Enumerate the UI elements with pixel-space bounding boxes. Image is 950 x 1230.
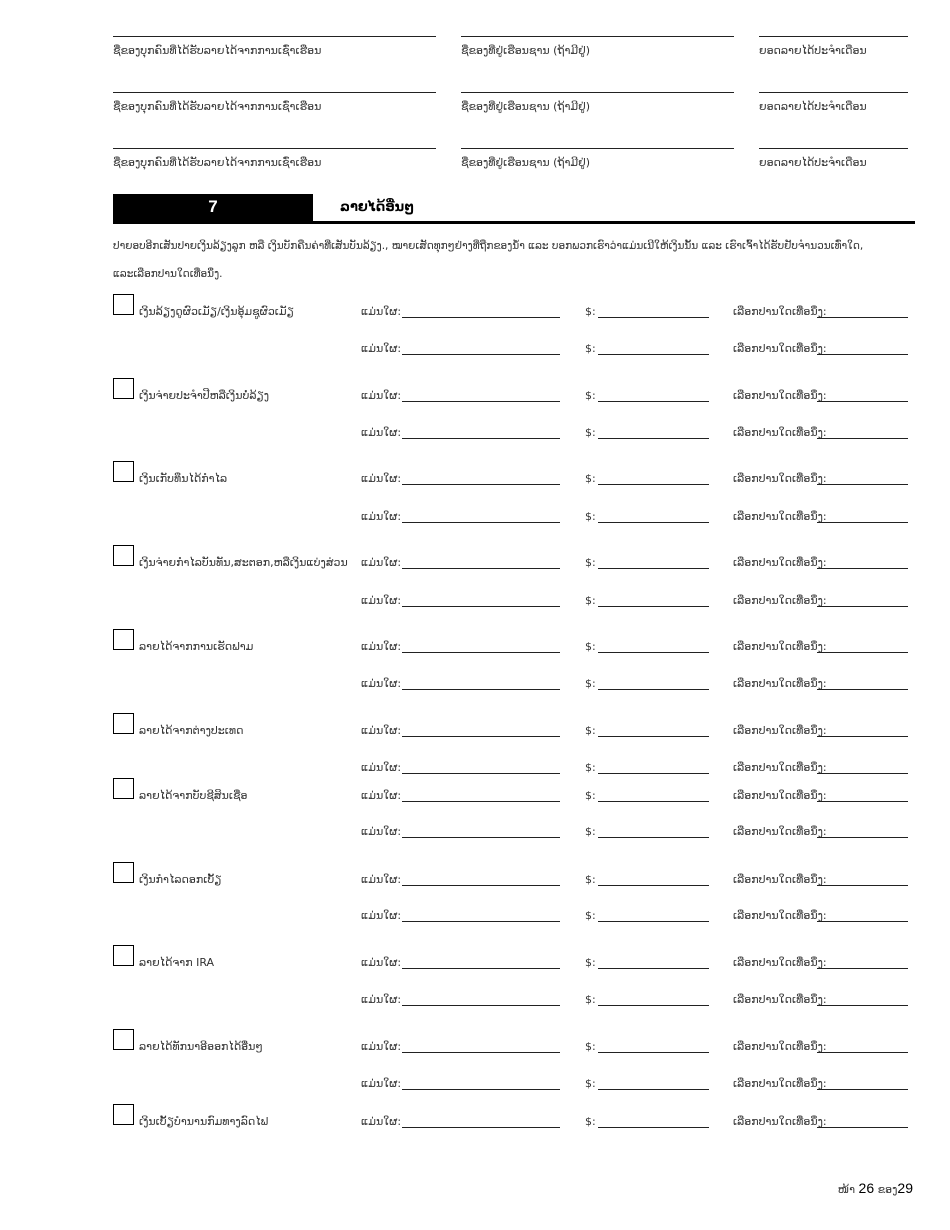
who-pays-input[interactable] [402,773,560,774]
name-label: ຊື່ຂອງບຸກຄົນທີ່ໄດ້ຮັບລາຍໄດ້ຈາກການເຊົ່າເຮືອນ [113,156,322,169]
who-pays-input[interactable] [402,652,560,653]
how-often-label: ເລືອກປານໃດເທື່ອນຶ່ງ: [733,305,827,318]
monthly-amount-label: ຍອດລາຍໄດ້ປະຈຳເດືອນ [759,156,867,169]
amount-input[interactable] [598,606,709,607]
amount-input[interactable] [598,401,709,402]
who-pays-label: ແມ່ນໃຜ: [361,594,402,607]
income-checkbox[interactable] [113,461,134,482]
how-often-label: ເລືອກປານໃດເທື່ອນຶ່ງ: [733,1077,827,1090]
how-often-label: ເລືອກປານໃດເທື່ອນຶ່ງ: [733,677,827,690]
who-pays-label: ແມ່ນໃຜ: [361,640,402,653]
income-type-label: ເງິນຈ່າຍປະຈຳປີຫລືເງິນບໍ່ລ້ຽງ [139,389,270,402]
how-often-input[interactable] [817,484,908,485]
how-often-input[interactable] [817,837,908,838]
address-label: ຊື່ຂອງທີ່ຢູ່ເຮືອນຊານ (ຖ້າມີຢູ່) [461,100,591,113]
income-checkbox[interactable] [113,713,134,734]
income-checkbox[interactable] [113,378,134,399]
who-pays-label: ແມ່ນໃຜ: [361,389,402,402]
who-pays-label: ແມ່ນໃຜ: [361,1040,402,1053]
who-pays-label: ແມ່ນໃຜ: [361,426,402,439]
amount-input[interactable] [598,921,709,922]
amount-label: $: [585,594,596,607]
who-pays-input[interactable] [402,885,560,886]
who-pays-input[interactable] [402,801,560,802]
how-often-input[interactable] [817,1052,908,1053]
how-often-label: ເລືອກປານໃດເທື່ອນຶ່ງ: [733,510,827,523]
who-pays-input[interactable] [402,1089,560,1090]
who-pays-input[interactable] [402,1127,560,1128]
amount-label: $: [585,472,596,485]
amount-label: $: [585,677,596,690]
how-often-input[interactable] [817,438,908,439]
amount-input[interactable] [598,885,709,886]
how-often-input[interactable] [817,921,908,922]
income-type-label: ລາຍໄດ້ຈາກການເຮັດຟາມ [139,640,254,653]
who-pays-label: ແມ່ນໃຜ: [361,909,402,922]
amount-input[interactable] [598,568,709,569]
section-title: ລາຍໄດ້ອື່ນໆ [340,200,414,215]
who-pays-label: ແມ່ນໃຜ: [361,1115,402,1128]
how-often-label: ເລືອກປານໃດເທື່ອນຶ່ງ: [733,426,827,439]
amount-label: $: [585,1115,596,1128]
amount-label: $: [585,556,596,569]
who-pays-label: ແມ່ນໃຜ: [361,510,402,523]
who-pays-label: ແມ່ນໃຜ: [361,472,402,485]
amount-input[interactable] [598,1005,709,1006]
amount-label: $: [585,389,596,402]
who-pays-input[interactable] [402,606,560,607]
income-type-label: ລາຍໄດ້ຈາກບັບຊີສິນເຊື່ອ [139,789,248,802]
how-often-label: ເລືອກປານໃດເທື່ອນຶ່ງ: [733,909,827,922]
how-often-label: ເລືອກປານໃດເທື່ອນຶ່ງ: [733,724,827,737]
income-type-label: ລາຍໄດ້ຈາກ IRA [139,956,215,969]
amount-input[interactable] [598,522,709,523]
how-often-input[interactable] [817,1127,908,1128]
amount-label: $: [585,510,596,523]
how-often-input[interactable] [817,885,908,886]
monthly-amount-line[interactable] [759,36,908,37]
income-checkbox[interactable] [113,1029,134,1050]
how-often-input[interactable] [817,606,908,607]
who-pays-input[interactable] [402,401,560,402]
name-line[interactable] [113,36,436,37]
income-checkbox[interactable] [113,945,134,966]
address-label: ຊື່ຂອງທີ່ຢູ່ເຮືອນຊານ (ຖ້າມີຢູ່) [461,156,591,169]
current-page: 26 [858,1180,875,1196]
income-type-label: ເງິນເກັບທຶນໄດ້ກຳໄລ [139,472,228,485]
amount-label: $: [585,640,596,653]
income-type-label: ເງິນລ້ຽງດູຜົວເມັຽ/ເງິນອຸ້ມຊູຜົວເມັຽ [139,305,294,318]
how-often-input[interactable] [817,689,908,690]
address-line[interactable] [461,92,734,93]
how-often-label: ເລືອກປານໃດເທື່ອນຶ່ງ: [733,556,827,569]
who-pays-input[interactable] [402,568,560,569]
who-pays-label: ແມ່ນໃຜ: [361,556,402,569]
how-often-input[interactable] [817,568,908,569]
instruction-line-2: ແລະເລືອກປານໃດເທື່ອນຶ່ງ. [113,268,223,280]
how-often-label: ເລືອກປານໃດເທື່ອນຶ່ງ: [733,594,827,607]
who-pays-label: ແມ່ນໃຜ: [361,677,402,690]
instruction-line-1: ປາຍອບອີກເສັນປາຍເງິນລ້ຽງລູກ ຫລື ເງິນບັກຄືນຄ່າທີ່ເສັນບັນລ້ຽງ., ໝາຍເສັດທຸກໆຢ່າງທີ່ຖືກຂອງນ້ຳ ແລະ ບອກພວກເຮົາວ່າແມ່ນເນີໃຫ້ເງິນນັ້ນ ແລະ ເຮົາເຈົ້າໄດ້ຮັບຢັບຈຳນວນເທົ່າໃດ, [113,240,864,252]
how-often-label: ເລືອກປານໃດເທື່ອນຶ່ງ: [733,389,827,402]
amount-input[interactable] [598,484,709,485]
name-label: ຊື່ຂອງບຸກຄົນທີ່ໄດ້ຮັບລາຍໄດ້ຈາກການເຊົ່າເຮືອນ [113,44,322,57]
amount-input[interactable] [598,1052,709,1053]
monthly-amount-line[interactable] [759,92,908,93]
name-label: ຊື່ຂອງບຸກຄົນທີ່ໄດ້ຮັບລາຍໄດ້ຈາກການເຊົ່າເຮືອນ [113,100,322,113]
address-line[interactable] [461,148,734,149]
amount-label: $: [585,342,596,355]
address-line[interactable] [461,36,734,37]
how-often-input[interactable] [817,522,908,523]
how-often-label: ເລືອກປານໃດເທື່ອນຶ່ງ: [733,761,827,774]
how-often-label: ເລືອກປານໃດເທື່ອນຶ່ງ: [733,342,827,355]
income-checkbox[interactable] [113,629,134,650]
amount-input[interactable] [598,689,709,690]
amount-label: $: [585,1077,596,1090]
who-pays-label: ແມ່ນໃຜ: [361,724,402,737]
who-pays-label: ແມ່ນໃຜ: [361,305,402,318]
amount-label: $: [585,305,596,318]
amount-input[interactable] [598,837,709,838]
who-pays-label: ແມ່ນໃຜ: [361,993,402,1006]
how-often-input[interactable] [817,736,908,737]
of-word: ຂອງ [877,1183,898,1196]
section-rule [113,221,915,224]
who-pays-input[interactable] [402,484,560,485]
how-often-input[interactable] [817,652,908,653]
who-pays-input[interactable] [402,736,560,737]
section-number: 7 [113,194,313,223]
amount-label: $: [585,993,596,1006]
income-type-label: ລາຍໄດ້ທັກນາອີອອກໄດ້ອື່ນໆ [139,1040,263,1053]
how-often-input[interactable] [817,317,908,318]
how-often-label: ເລືອກປານໃດເທື່ອນຶ່ງ: [733,956,827,969]
address-label: ຊື່ຂອງທີ່ຢູ່ເຮືອນຊານ (ຖ້າມີຢູ່) [461,44,591,57]
amount-label: $: [585,724,596,737]
who-pays-input[interactable] [402,522,560,523]
amount-label: $: [585,426,596,439]
how-often-input[interactable] [817,773,908,774]
income-checkbox[interactable] [113,294,134,315]
who-pays-input[interactable] [402,1052,560,1053]
how-often-input[interactable] [817,1089,908,1090]
monthly-amount-label: ຍອດລາຍໄດ້ປະຈຳເດືອນ [759,100,867,113]
who-pays-label: ແມ່ນໃຜ: [361,342,402,355]
how-often-input[interactable] [817,401,908,402]
amount-input[interactable] [598,1089,709,1090]
who-pays-input[interactable] [402,438,560,439]
who-pays-input[interactable] [402,921,560,922]
income-type-label: ເງິນກຳໄລດອກເບັ້ຽ [139,873,222,886]
how-often-label: ເລືອກປານໃດເທື່ອນຶ່ງ: [733,1115,827,1128]
page-number-footer [838,1180,913,1196]
who-pays-label: ແມ່ນໃຜ: [361,1077,402,1090]
how-often-input[interactable] [817,968,908,969]
how-often-label: ເລືອກປານໃດເທື່ອນຶ່ງ: [733,993,827,1006]
income-type-label: ເງິນເບັ້ຽບຳນານກົມທາງລົດໄຟ [139,1115,269,1128]
amount-label: $: [585,909,596,922]
amount-label: $: [585,825,596,838]
amount-input[interactable] [598,773,709,774]
how-often-input[interactable] [817,801,908,802]
amount-input[interactable] [598,968,709,969]
amount-input[interactable] [598,652,709,653]
amount-input[interactable] [598,354,709,355]
who-pays-input[interactable] [402,968,560,969]
income-checkbox[interactable] [113,862,134,883]
income-type-label: ລາຍໄດ້ຈາກຕ່າງປະເທດ [139,724,244,737]
who-pays-label: ແມ່ນໃຜ: [361,789,402,802]
amount-label: $: [585,956,596,969]
amount-input[interactable] [598,736,709,737]
name-line[interactable] [113,148,436,149]
how-often-input[interactable] [817,354,908,355]
who-pays-input[interactable] [402,354,560,355]
how-often-input[interactable] [817,1005,908,1006]
how-often-label: ເລືອກປານໃດເທື່ອນຶ່ງ: [733,789,827,802]
who-pays-input[interactable] [402,689,560,690]
who-pays-label: ແມ່ນໃຜ: [361,873,402,886]
income-type-label: ເງິນຈ່າຍກຳໄລບັນທັນ,ສະຕອກ,ຫລືເງິນແບ່ງສ່ວນ [139,556,348,569]
how-often-label: ເລືອກປານໃດເທື່ອນຶ່ງ: [733,472,827,485]
amount-label: $: [585,789,596,802]
how-often-label: ເລືອກປານໃດເທື່ອນຶ່ງ: [733,640,827,653]
amount-label: $: [585,873,596,886]
amount-input[interactable] [598,1127,709,1128]
monthly-amount-line[interactable] [759,148,908,149]
amount-input[interactable] [598,317,709,318]
who-pays-input[interactable] [402,317,560,318]
how-often-label: ເລືອກປານໃດເທື່ອນຶ່ງ: [733,825,827,838]
name-line[interactable] [113,92,436,93]
amount-input[interactable] [598,801,709,802]
amount-label: $: [585,1040,596,1053]
income-checkbox[interactable] [113,1104,134,1125]
who-pays-input[interactable] [402,1005,560,1006]
how-often-label: ເລືອກປານໃດເທື່ອນຶ່ງ: [733,1040,827,1053]
who-pays-label: ແມ່ນໃຜ: [361,956,402,969]
amount-label: $: [585,761,596,774]
who-pays-label: ແມ່ນໃຜ: [361,825,402,838]
who-pays-label: ແມ່ນໃຜ: [361,761,402,774]
page-word: ໜ້າ [837,1183,856,1196]
who-pays-input[interactable] [402,837,560,838]
income-checkbox[interactable] [113,545,134,566]
amount-input[interactable] [598,438,709,439]
monthly-amount-label: ຍອດລາຍໄດ້ປະຈຳເດືອນ [759,44,867,57]
income-checkbox[interactable] [113,778,134,799]
how-often-label: ເລືອກປານໃດເທື່ອນຶ່ງ: [733,873,827,886]
total-pages: 29 [897,1180,913,1196]
